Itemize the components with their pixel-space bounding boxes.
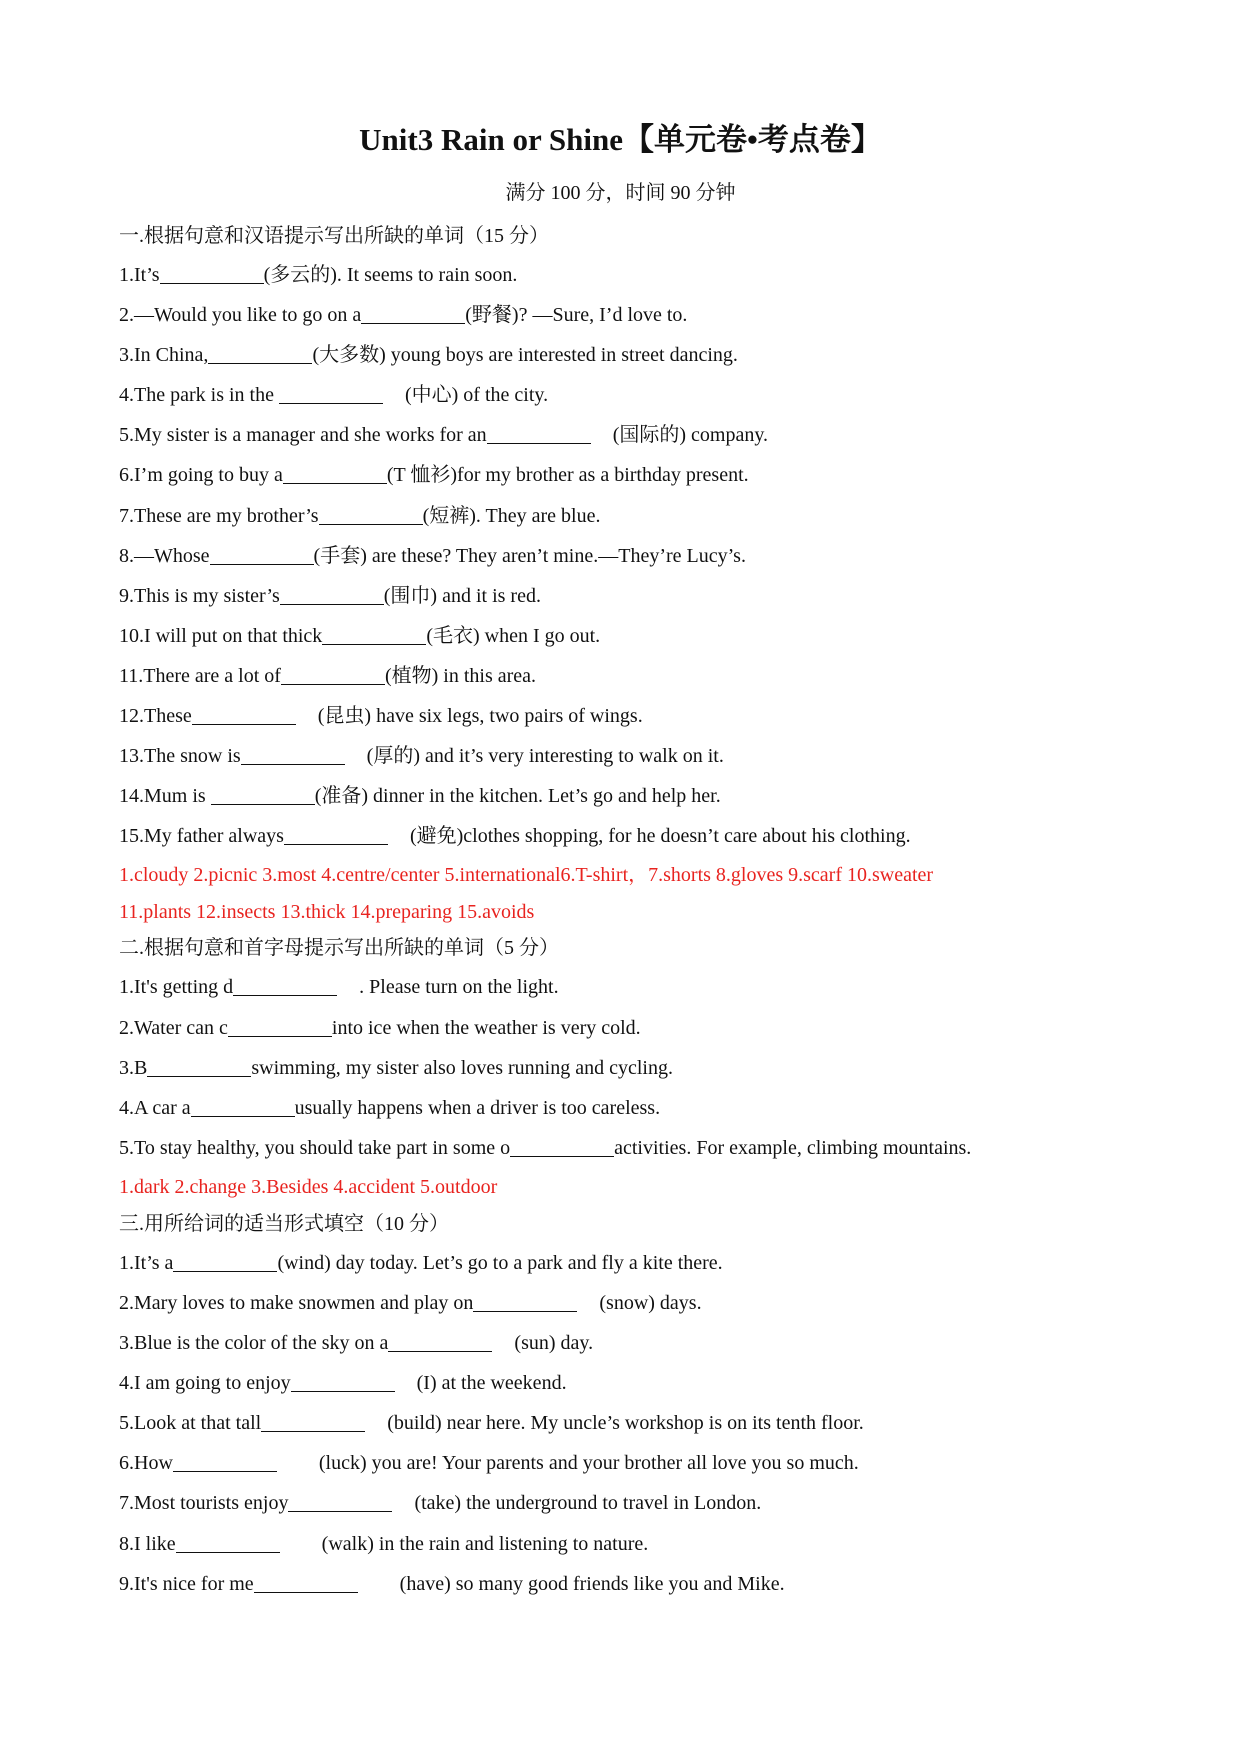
question-item xyxy=(119,576,1119,616)
question-hint: (wind) day today. Let’s go to a park and fly a kite there. xyxy=(277,1251,723,1274)
question-text: 7.These are my brother’s xyxy=(119,504,319,527)
question-item xyxy=(119,1008,1119,1048)
question-hint: (多云的). It seems to rain soon. xyxy=(263,264,518,286)
section-heading: 三.用所给词的适当形式填空（10 分） xyxy=(119,1212,449,1235)
section-heading: 二.根据句意和首字母提示写出所缺的单词（5 分） xyxy=(119,937,559,960)
question-hint: (短裤). They are blue. xyxy=(422,504,601,527)
question-text: 6.How xyxy=(119,1452,173,1475)
answer-blank[interactable] xyxy=(147,1054,251,1077)
question-item xyxy=(119,415,1119,455)
question-text: 15.My father always xyxy=(119,825,284,848)
question-text: 1.It’s a xyxy=(119,1251,174,1274)
question-item xyxy=(119,1483,1119,1523)
answer-blank[interactable] xyxy=(228,1014,332,1037)
question-hint: (手套) are these? They aren’t mine.—They’re Lucy’s. xyxy=(313,544,746,567)
question-item xyxy=(119,1564,1119,1604)
question-item xyxy=(119,1323,1119,1363)
question-text: 13.The snow is xyxy=(119,745,241,768)
question-item xyxy=(119,616,1119,656)
question-hint: into ice when the weather is very cold. xyxy=(331,1016,641,1039)
question-text: 5.To stay healthy, you should take part in some o xyxy=(119,1136,511,1159)
question-text: 7.Most tourists enjoy xyxy=(119,1492,289,1515)
question-hint: swimming, my sister also loves running and cycling. xyxy=(251,1056,673,1079)
question-item xyxy=(119,1048,1119,1088)
question-item xyxy=(119,295,1119,335)
question-item xyxy=(119,1524,1119,1564)
page-subtitle: 满分 100 分，时间 90 分钟 xyxy=(505,182,736,204)
question-text: 14.Mum is xyxy=(119,785,211,808)
question-text: 1.It’s xyxy=(119,264,160,286)
question-item xyxy=(119,736,1119,776)
question-item xyxy=(119,656,1119,696)
page-title: Unit3 Rain or Shine【单元卷•考点卷】 xyxy=(359,122,882,157)
question-item xyxy=(119,335,1119,375)
question-hint: (大多数) young boys are interested in street dancing. xyxy=(312,344,738,367)
answer-blank[interactable] xyxy=(284,822,388,845)
question-hint: (I) at the weekend. xyxy=(416,1372,567,1395)
answer-blank[interactable] xyxy=(487,421,591,444)
question-text: 11.There are a lot of xyxy=(119,664,281,687)
question-text: 4.The park is in the xyxy=(119,384,279,407)
question-text: 2.Water can c xyxy=(119,1016,228,1039)
question-hint: (避免)clothes shopping, for he doesn’t care about his clothing. xyxy=(409,825,911,848)
question-hint: (植物) in this area. xyxy=(384,664,537,687)
question-item xyxy=(119,816,1119,856)
question-text: 3.B xyxy=(119,1056,148,1079)
answer-key: 1.cloudy 2.picnic 3.most 4.centre/center 5.international6.T-shirt，7.shorts 8.gloves 9.scarf 10.sweater xyxy=(119,864,934,887)
question-text: 3.Blue is the color of the sky on a xyxy=(119,1332,389,1355)
question-text: 9.This is my sister’s xyxy=(119,584,280,607)
answer-blank[interactable] xyxy=(261,1409,365,1432)
question-hint: (T 恤衫)for my brother as a birthday present. xyxy=(386,464,749,487)
question-item xyxy=(119,375,1119,415)
question-hint: (sun) day. xyxy=(514,1332,594,1355)
section-heading: 一.根据句意和汉语提示写出所缺的单词（15 分） xyxy=(119,225,549,247)
question-text: 4.I am going to enjoy xyxy=(119,1372,291,1395)
question-item xyxy=(119,255,1119,295)
answer-blank[interactable] xyxy=(176,1530,280,1553)
answer-blank[interactable] xyxy=(319,502,423,525)
question-hint: (luck) you are! Your parents and your brother all love you so much. xyxy=(318,1452,859,1475)
question-hint: (中心) of the city. xyxy=(404,384,549,407)
answer-blank[interactable] xyxy=(160,261,264,284)
question-text: 8.I like xyxy=(119,1532,176,1555)
question-item xyxy=(119,536,1119,576)
question-hint: (国际的) company. xyxy=(612,424,769,447)
answer-blank[interactable] xyxy=(279,381,383,404)
answer-blank[interactable] xyxy=(241,742,345,765)
answer-blank[interactable] xyxy=(192,702,296,725)
worksheet-content xyxy=(119,218,1119,1604)
question-hint: (snow) days. xyxy=(599,1291,702,1314)
answer-blank[interactable] xyxy=(191,1094,295,1117)
question-item xyxy=(119,1443,1119,1483)
question-text: 4.A car a xyxy=(119,1096,191,1119)
question-item xyxy=(119,455,1119,495)
question-hint: . Please turn on the light. xyxy=(359,976,559,999)
question-item xyxy=(119,1128,1119,1168)
answer-blank[interactable] xyxy=(288,1489,392,1512)
answer-blank[interactable] xyxy=(291,1369,395,1392)
question-item xyxy=(119,1283,1119,1323)
question-hint: (昆虫) have six legs, two pairs of wings. xyxy=(317,705,643,728)
answer-blank[interactable] xyxy=(322,622,426,645)
question-text: 2.—Would you like to go on a xyxy=(119,304,362,327)
question-text: 2.Mary loves to make snowmen and play on xyxy=(119,1291,474,1314)
question-hint: (围巾) and it is red. xyxy=(383,584,541,607)
question-hint: (have) so many good friends like you and Mike. xyxy=(399,1572,785,1595)
question-hint: (准备) dinner in the kitchen. Let’s go and help her. xyxy=(314,785,721,808)
answer-blank[interactable] xyxy=(233,973,337,996)
answer-blank[interactable] xyxy=(173,1249,277,1272)
answer-blank[interactable] xyxy=(280,582,384,605)
answer-blank[interactable] xyxy=(388,1329,492,1352)
question-item xyxy=(119,696,1119,736)
question-text: 10.I will put on that thick xyxy=(119,624,323,647)
question-hint: usually happens when a driver is too careless. xyxy=(294,1096,661,1119)
question-text: 8.—Whose xyxy=(119,544,210,567)
question-hint: (野餐)? —Sure, I’d love to. xyxy=(465,304,688,327)
question-item xyxy=(119,776,1119,816)
question-text: 1.It's getting d xyxy=(119,976,234,999)
question-item xyxy=(119,1088,1119,1128)
question-text: 9.It's nice for me xyxy=(119,1572,254,1595)
question-text: 5.Look at that tall xyxy=(119,1412,262,1435)
question-item xyxy=(119,1243,1119,1283)
question-hint: (毛衣) when I go out. xyxy=(426,624,601,647)
question-hint: (build) near here. My uncle’s workshop is on its tenth floor. xyxy=(387,1412,864,1435)
question-item xyxy=(119,496,1119,536)
answer-blank[interactable] xyxy=(361,301,465,324)
answer-blank[interactable] xyxy=(208,341,312,364)
answer-key: 11.plants 12.insects 13.thick 14.preparing 15.avoids xyxy=(119,901,535,924)
answer-blank[interactable] xyxy=(473,1289,577,1312)
question-hint: (walk) in the rain and listening to nature. xyxy=(321,1532,649,1555)
question-hint: activities. For example, climbing mountains. xyxy=(614,1136,972,1159)
question-item xyxy=(119,1363,1119,1403)
answer-blank[interactable] xyxy=(510,1134,614,1157)
answer-blank[interactable] xyxy=(211,782,315,805)
answer-blank[interactable] xyxy=(254,1570,358,1593)
answer-blank[interactable] xyxy=(210,542,314,565)
answer-blank[interactable] xyxy=(283,461,387,484)
question-text: 3.In China, xyxy=(119,344,209,367)
question-text: 5.My sister is a manager and she works for an xyxy=(119,424,487,447)
question-item xyxy=(119,967,1119,1007)
answer-key: 1.dark 2.change 3.Besides 4.accident 5.outdoor xyxy=(119,1175,498,1198)
question-item xyxy=(119,1403,1119,1443)
question-text: 12.These xyxy=(119,705,192,728)
question-hint: (take) the underground to travel in London. xyxy=(414,1492,762,1515)
question-text: 6.I’m going to buy a xyxy=(119,464,283,487)
answer-blank[interactable] xyxy=(173,1449,277,1472)
answer-blank[interactable] xyxy=(281,662,385,685)
question-hint: (厚的) and it’s very interesting to walk on it. xyxy=(366,745,724,768)
